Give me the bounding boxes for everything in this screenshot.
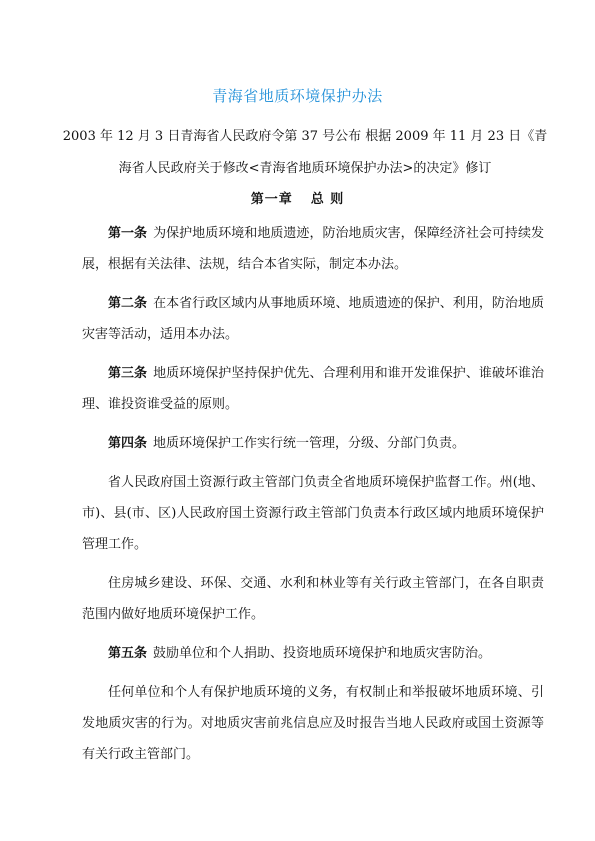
paragraph-text: 地质环境保护工作实行统一管理，分级、分部门负责。: [153, 436, 466, 451]
paragraph-text: 为保护地质环境和地质遗迹，防治地质灾害，保障经济社会可持续发展，根据有关法律、法规，结合本省实际，制定本办法。: [82, 226, 544, 272]
paragraph-text: 在本省行政区域内从事地质环境、地质遗迹的保护、利用，防治地质灾害等活动，适用本办法。: [82, 296, 544, 342]
article-label: 第二条: [108, 296, 148, 311]
article-label: 第一条: [108, 226, 148, 241]
document-title: 青海省地质环境保护办法: [212, 87, 383, 105]
chapter-number: 第一章: [250, 192, 293, 207]
paragraph-text: 鼓励单位和个人捐助、投资地质环境保护和地质灾害防治。: [153, 646, 492, 661]
paragraph-text: 住房城乡建设、环保、交通、水利和林业等有关行政主管部门，在各自职责范围内做好地质环境保护工作。: [82, 576, 544, 622]
chapter-heading: [0, 188, 595, 207]
paragraph-text: 任何单位和个人有保护地质环境的义务，有权制止和举报破坏地质环境、引发地质灾害的行为。对地质灾害前兆信息应及时报告当地人民政府或国土资源等有关行政主管部门。: [82, 685, 544, 762]
paragraph-article-5-clause-2: [82, 677, 544, 770]
article-label: 第五条: [108, 646, 148, 661]
paragraph-article-4-clause-2: [82, 467, 544, 560]
article-label: 第三条: [108, 366, 148, 381]
paragraph-article-3: [82, 358, 544, 420]
paragraph-text: 省人民政府国土资源行政主管部门负责全省地质环境保护监督工作。州(地、市)、县(市、区)人民政府国土资源行政主管部门负责本行政区域内地质环境保护管理工作。: [82, 475, 544, 552]
paragraph-article-4-clause-3: [82, 568, 544, 630]
paragraph-article-4: [82, 428, 544, 459]
paragraph-text: 地质环境保护坚持保护优先、合理利用和谁开发谁保护、谁破坏谁治理、谁投资谁受益的原则。: [82, 366, 544, 412]
document-body: [82, 218, 544, 778]
paragraph-article-5: [82, 638, 544, 669]
chapter-name: 总 则: [310, 192, 345, 207]
paragraph-article-1: [82, 218, 544, 280]
paragraph-article-2: [82, 288, 544, 350]
article-label: 第四条: [108, 436, 148, 451]
document-subtitle: 2003 年 12 月 3 日青海省人民政府令第 37 号公布 根据 2009 年 11 月 23 日《青海省人民政府关于修改<青海省地质环境保护办法>的决定》修订: [62, 129, 548, 176]
